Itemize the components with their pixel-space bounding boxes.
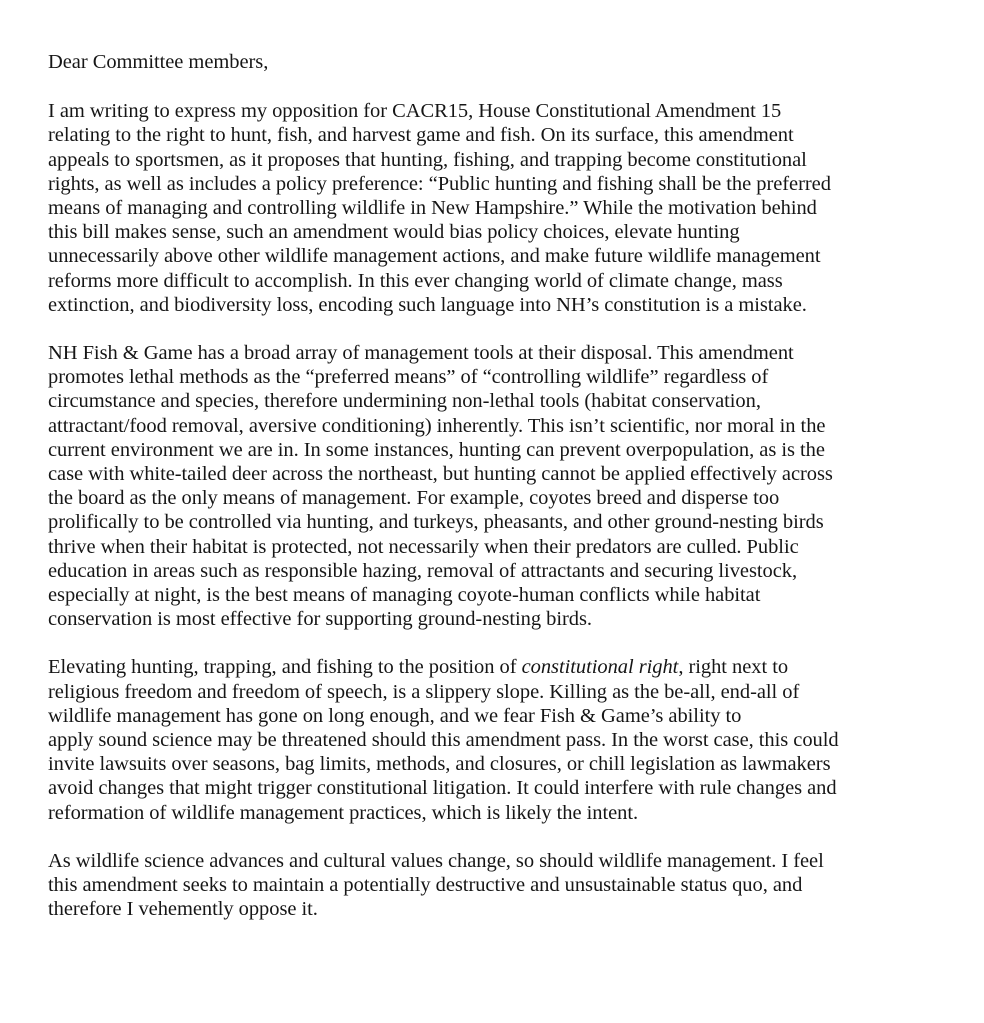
text-line: current environment we are in. In some instances, hunting can prevent overpopulation, as is the bbox=[48, 438, 825, 461]
text-line: especially at night, is the best means of managing coyote-human conflicts while habitat bbox=[48, 584, 761, 607]
text-line: relating to the right to hunt, fish, and harvest game and fish. On its surface, this amendment bbox=[48, 124, 794, 147]
text-line bbox=[48, 655, 948, 679]
text-line: reformation of wildlife management practices, which is likely the intent. bbox=[48, 801, 639, 824]
italic-phrase: constitutional right bbox=[521, 656, 679, 679]
text-line: conservation is most effective for supporting ground-nesting birds. bbox=[48, 608, 592, 631]
text-line: prolifically to be controlled via hunting, and turkeys, pheasants, and other ground-nesting birds bbox=[48, 511, 824, 534]
text-line: As wildlife science advances and cultural values change, so should wildlife management. I feel bbox=[48, 849, 824, 872]
text-line: wildlife management has gone on long enough, and we fear Fish & Game’s ability to bbox=[48, 704, 742, 727]
text-line: therefore I vehemently oppose it. bbox=[48, 898, 318, 921]
text-line: religious freedom and freedom of speech, is a slippery slope. Killing as the be-all, end-all of bbox=[48, 680, 800, 703]
text-line: means of managing and controlling wildlife in New Hampshire.” While the motivation behind bbox=[48, 197, 817, 220]
salutation: Dear Committee members, bbox=[48, 51, 269, 73]
text-line: promotes lethal methods as the “preferred means” of “controlling wildlife” regardless of bbox=[48, 366, 769, 389]
text-line: circumstance and species, therefore undermining non-lethal tools (habitat conservation, bbox=[48, 390, 761, 413]
text-line: appeals to sportsmen, as it proposes that hunting, fishing, and trapping become constitutional bbox=[48, 148, 807, 171]
text-line: rights, as well as includes a policy preference: “Public hunting and fishing shall be the preferred bbox=[48, 172, 831, 195]
text-line: NH Fish & Game has a broad array of management tools at their disposal. This amendment bbox=[48, 342, 794, 365]
letter-body bbox=[48, 50, 948, 922]
paragraph-constitutional-right bbox=[48, 655, 948, 824]
text-line: this bill makes sense, such an amendment would bias policy choices, elevate hunting bbox=[48, 221, 740, 244]
text-line: avoid changes that might trigger constitutional litigation. It could interfere with rule changes and bbox=[48, 777, 837, 800]
text-line: apply sound science may be threatened should this amendment pass. In the worst case, this could bbox=[48, 729, 839, 752]
text-segment: , right next to bbox=[678, 656, 789, 679]
text-line: unnecessarily above other wildlife management actions, and make future wildlife management bbox=[48, 245, 821, 268]
text-line: extinction, and biodiversity loss, encoding such language into NH’s constitution is a mistake. bbox=[48, 293, 807, 316]
text-line: reforms more difficult to accomplish. In this ever changing world of climate change, mass bbox=[48, 269, 783, 292]
text-line: education in areas such as responsible hazing, removal of attractants and securing livestock, bbox=[48, 559, 798, 582]
text-line: the board as the only means of management. For example, coyotes breed and disperse too bbox=[48, 487, 780, 510]
text-line: case with white-tailed deer across the northeast, but hunting cannot be applied effectively across bbox=[48, 463, 833, 486]
text-line: invite lawsuits over seasons, bag limits, methods, and closures, or chill legislation as lawmakers bbox=[48, 753, 831, 776]
text-line: I am writing to express my opposition for CACR15, House Constitutional Amendment 15 bbox=[48, 100, 782, 123]
paragraph-opposition bbox=[48, 99, 948, 317]
text-segment: Elevating hunting, trapping, and fishing to the position of bbox=[48, 656, 522, 679]
text-line: this amendment seeks to maintain a potentially destructive and unsustainable status quo, and bbox=[48, 874, 803, 897]
text-line: attractant/food removal, aversive conditioning) inherently. This isn’t scientific, nor moral in the bbox=[48, 414, 826, 437]
paragraph-conclusion bbox=[48, 849, 948, 922]
text-line: thrive when their habitat is protected, not necessarily when their predators are culled. Public bbox=[48, 535, 799, 558]
paragraph-management-tools bbox=[48, 341, 948, 631]
